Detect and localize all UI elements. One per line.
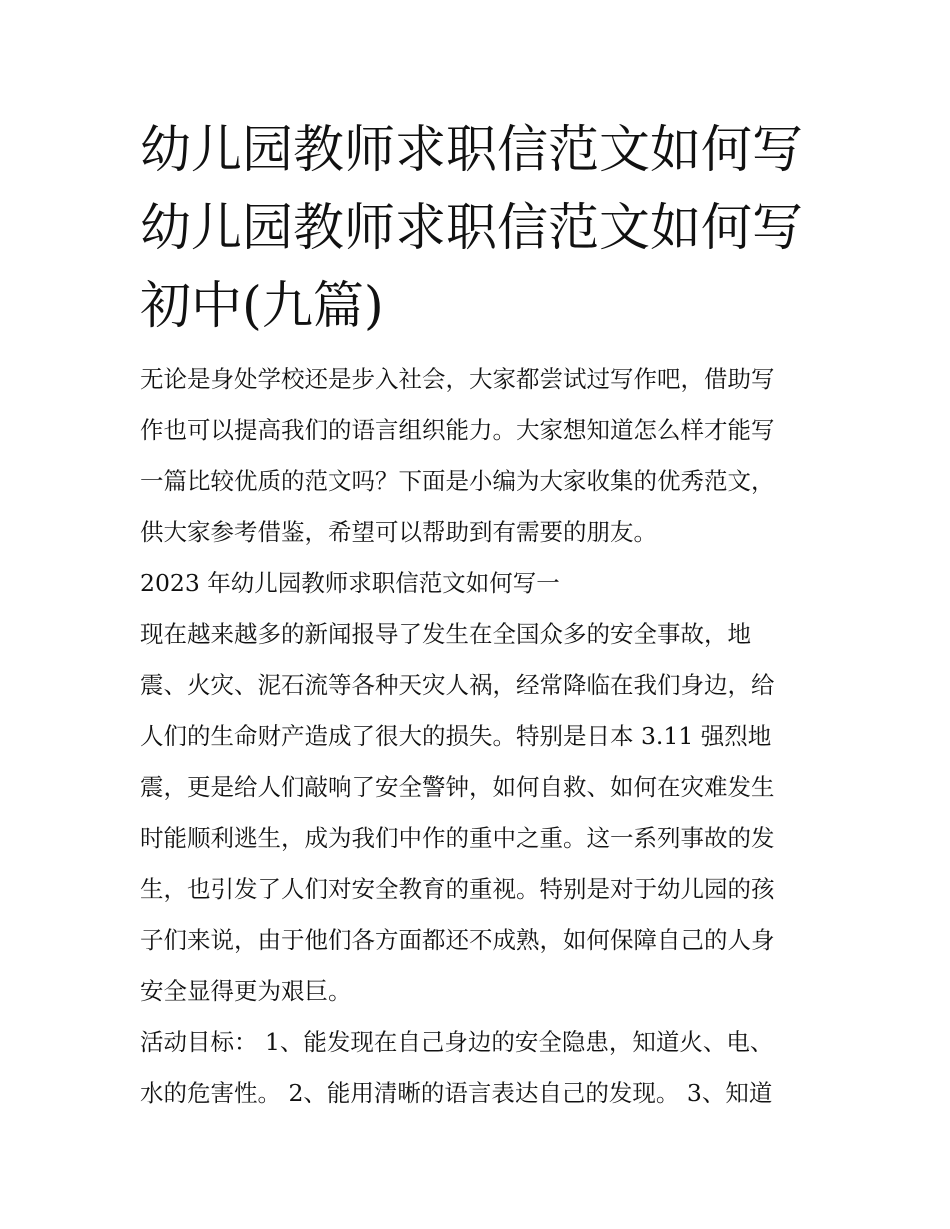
document-body <box>140 354 820 1119</box>
intro-line: 一篇比较优质的范文吗？下面是小编为大家收集的优秀范文， <box>140 467 775 495</box>
goal-line: 水的危害性。 2、能用清晰的语言表达自己的发现。 3、知道 <box>140 1079 773 1107</box>
section-line: 子们来说，由于他们各方面都还不成熟，如何保障自己的人身 <box>140 926 775 954</box>
section-line: 时能顺利逃生，成为我们中作的重中之重。这一系列事故的发 <box>140 824 775 852</box>
section-line: 现在越来越多的新闻报导了发生在全国众多的安全事故，地 <box>140 620 751 648</box>
document-title <box>140 112 820 346</box>
title-line-2: 幼儿园教师求职信范文如何写 <box>140 199 804 258</box>
title-line-1: 幼儿园教师求职信范文如何写 <box>140 121 804 180</box>
intro-line: 无论是身处学校还是步入社会，大家都尝试过写作吧，借助写 <box>140 365 775 393</box>
section-line: 安全显得更为艰巨。 <box>140 977 352 1005</box>
section-heading: 2023 年幼儿园教师求职信范文如何写一 <box>140 569 560 597</box>
section-line: 震，更是给人们敲响了安全警钟，如何自救、如何在灾难发生 <box>140 773 775 801</box>
section-line: 人们的生命财产造成了很大的损失。特别是日本 3.11 强烈地 <box>140 722 772 750</box>
section-line: 震、火灾、泥石流等各种天灾人祸，经常降临在我们身边，给 <box>140 671 775 699</box>
section-line: 生，也引发了人们对安全教育的重视。特别是对于幼儿园的孩 <box>140 875 775 903</box>
intro-line: 作也可以提高我们的语言组织能力。大家想知道怎么样才能写 <box>140 416 775 444</box>
title-line-3: 初中(九篇) <box>140 277 384 336</box>
intro-line: 供大家参考借鉴，希望可以帮助到有需要的朋友。 <box>140 518 657 546</box>
goal-line: 活动目标： 1、能发现在自己身边的安全隐患，知道火、电、 <box>140 1028 774 1056</box>
